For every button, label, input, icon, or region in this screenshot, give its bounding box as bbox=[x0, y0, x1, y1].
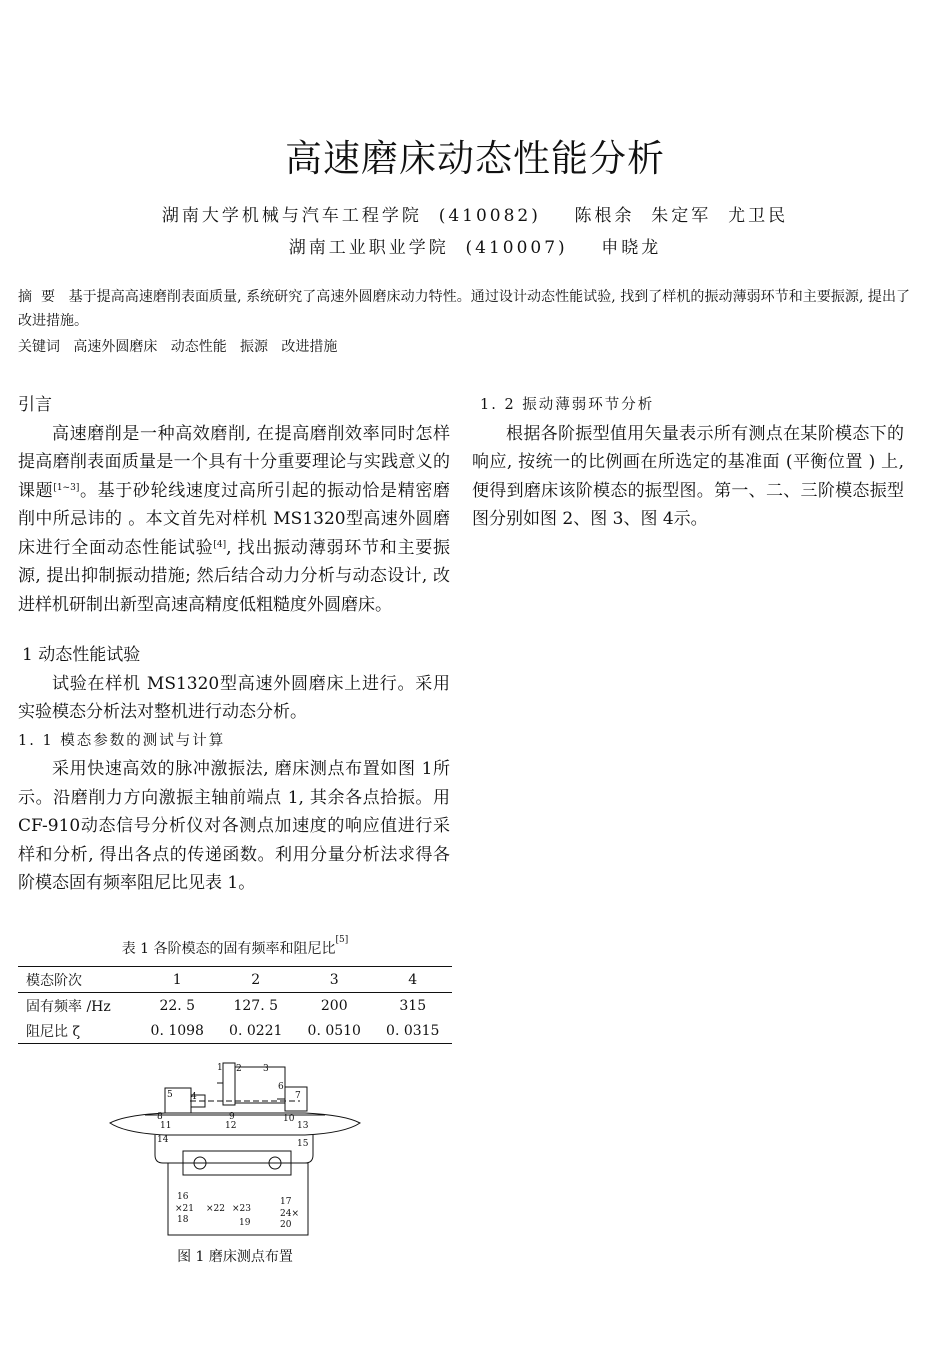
abstract-label: 摘 要 bbox=[18, 289, 56, 305]
abstract bbox=[18, 285, 910, 333]
table-cell: 127. 5 bbox=[233, 997, 279, 1014]
section-1-heading: 1 动态性能试验 bbox=[22, 645, 141, 665]
table-header-row bbox=[18, 967, 452, 993]
table-cell: 22. 5 bbox=[159, 997, 196, 1014]
figure-point-label: 12 bbox=[225, 1121, 237, 1131]
abstract-text: 基于提高高速磨削表面质量, 系统研究了高速外圆磨床动力特性。通过设计动态性能试验, 找到了样机的振动薄弱环节和主要振源, 提出了改进措施。 bbox=[18, 289, 911, 329]
figure-point-label: 19 bbox=[239, 1218, 251, 1228]
figure-point-label: ×22 bbox=[206, 1204, 225, 1214]
right-column bbox=[472, 391, 904, 534]
table-header-cell: 3 bbox=[295, 967, 374, 993]
figure-point-label: 3 bbox=[263, 1064, 269, 1074]
section-1-paragraph: 试验在样机 MS1320型高速外圆磨床上进行。采用实验模态分析法对整机进行动态分析。 bbox=[18, 673, 450, 722]
figure-point-label: ×21 bbox=[175, 1204, 194, 1214]
citation: [1~3] bbox=[53, 482, 80, 493]
citation: [4] bbox=[213, 539, 227, 550]
figure-point-label: 9 bbox=[229, 1112, 235, 1122]
keywords-text: 高速外圆磨床 动态性能 振源 改进措施 bbox=[73, 339, 338, 355]
left-column bbox=[18, 391, 450, 898]
intro-heading: 引言 bbox=[18, 395, 52, 415]
table-cell: 0. 0510 bbox=[295, 1018, 374, 1044]
intro-text-c: , 找出振动薄弱环节和主要振源, 提出抑制振动措施; 然后结合动力分析与动态设计, 改进样机研制出新型高速高精度低粗糙度外圆磨床。 bbox=[18, 537, 450, 615]
spacer bbox=[18, 619, 450, 641]
section-1-2-paragraph: 根据各阶振型值用矢量表示所有测点在某阶模态下的响应, 按统一的比例画在所选定的基准面 (平衡位置 ) 上, 便得到磨床该阶模态的振型图。第一、二、三阶模态振型图分别如图 2、图 3、图 4示。 bbox=[472, 423, 904, 529]
figure-point-label: 24× bbox=[280, 1209, 299, 1219]
keywords bbox=[18, 336, 337, 356]
figure-point-label: 20 bbox=[280, 1220, 292, 1230]
table-cell: 阻尼比 ζ bbox=[18, 1018, 138, 1044]
intro-text-b: 。基于砂轮线速度过高所引起的振动恰是精密磨削中所忌讳的 。本文首先对样机 MS1320型高速外圆磨床进行全面动态性能试验 bbox=[18, 480, 451, 558]
modal-table bbox=[18, 966, 452, 1044]
figure-point-label: 7 bbox=[295, 1091, 301, 1101]
figure-point-label: 13 bbox=[297, 1121, 309, 1131]
affiliation-2: 湖南工业职业学院 (410007) 申晓龙 bbox=[288, 238, 662, 258]
table-row bbox=[18, 1018, 452, 1044]
figure-point-label: 15 bbox=[297, 1139, 309, 1149]
figure-point-label: 4 bbox=[191, 1092, 197, 1102]
table-cell: 0. 0315 bbox=[374, 1018, 453, 1044]
section-1-2-heading: 1. 2 振动薄弱环节分析 bbox=[480, 397, 655, 413]
figure-point-label: 10 bbox=[283, 1114, 295, 1124]
figure-caption: 图 1 磨床测点布置 bbox=[177, 1249, 293, 1265]
figure-point-label: ×23 bbox=[232, 1204, 251, 1214]
table-header-cell: 4 bbox=[374, 967, 453, 993]
figure-point-label: 6 bbox=[278, 1082, 284, 1092]
figure-point-label: 18 bbox=[177, 1215, 189, 1225]
figure-point-label: 17 bbox=[280, 1197, 292, 1207]
citation: [5] bbox=[335, 935, 349, 945]
section-1-1-heading: 1. 1 模态参数的测试与计算 bbox=[18, 732, 226, 749]
figure-point-label: 1 bbox=[217, 1063, 223, 1073]
table-header-cell: 2 bbox=[217, 967, 296, 993]
table-header-cell: 1 bbox=[138, 967, 217, 993]
figure-point-label: 8 bbox=[157, 1112, 163, 1122]
table-cell: 0. 1098 bbox=[138, 1018, 217, 1044]
keywords-label: 关键词 bbox=[18, 339, 60, 355]
figure-point-label: 2 bbox=[236, 1064, 242, 1074]
table-cell: 0. 0221 bbox=[217, 1018, 296, 1044]
paper-title: 高速磨床动态性能分析 bbox=[285, 137, 665, 180]
figure-point-label: 16 bbox=[177, 1192, 189, 1202]
table-row bbox=[18, 993, 452, 1019]
table-caption bbox=[18, 935, 452, 958]
table-cell: 固有频率 /Hz bbox=[26, 998, 111, 1015]
grinder-measurement-figure bbox=[105, 1055, 365, 1240]
figure-point-label: 14 bbox=[157, 1135, 169, 1145]
figure-point-label: 11 bbox=[160, 1121, 172, 1131]
section-1-1-paragraph: 采用快速高效的脉冲激振法, 磨床测点布置如图 1所示。沿磨削力方向激振主轴前端点 1, 其余各点拾振。用 CF-910动态信号分析仪对各测点加速度的响应值进行采样和分析, 得出各点的传递函数。利用分量分析法求得各阶模态固有频率阻尼比见表 1。 bbox=[18, 759, 450, 893]
table-cell: 315 bbox=[399, 997, 427, 1014]
affiliation-1: 湖南大学机械与汽车工程学院 (410082) 陈根余 朱定军 尤卫民 bbox=[161, 206, 789, 226]
wheel-disc bbox=[223, 1063, 235, 1105]
table-header-cell: 模态阶次 bbox=[18, 967, 138, 993]
table-cell: 200 bbox=[320, 997, 348, 1014]
figure-point-label: 5 bbox=[167, 1090, 173, 1100]
base-upper bbox=[155, 1135, 313, 1163]
table-caption-text: 表 1 各阶模态的固有频率和阻尼比 bbox=[121, 941, 336, 957]
intro-paragraph bbox=[18, 420, 450, 620]
intro-text-a: 高速磨削是一种高效磨削, 在提高磨削效率同时怎样提高磨削表面质量是一个具有十分重要理论与实践意义的课题 bbox=[18, 423, 450, 501]
